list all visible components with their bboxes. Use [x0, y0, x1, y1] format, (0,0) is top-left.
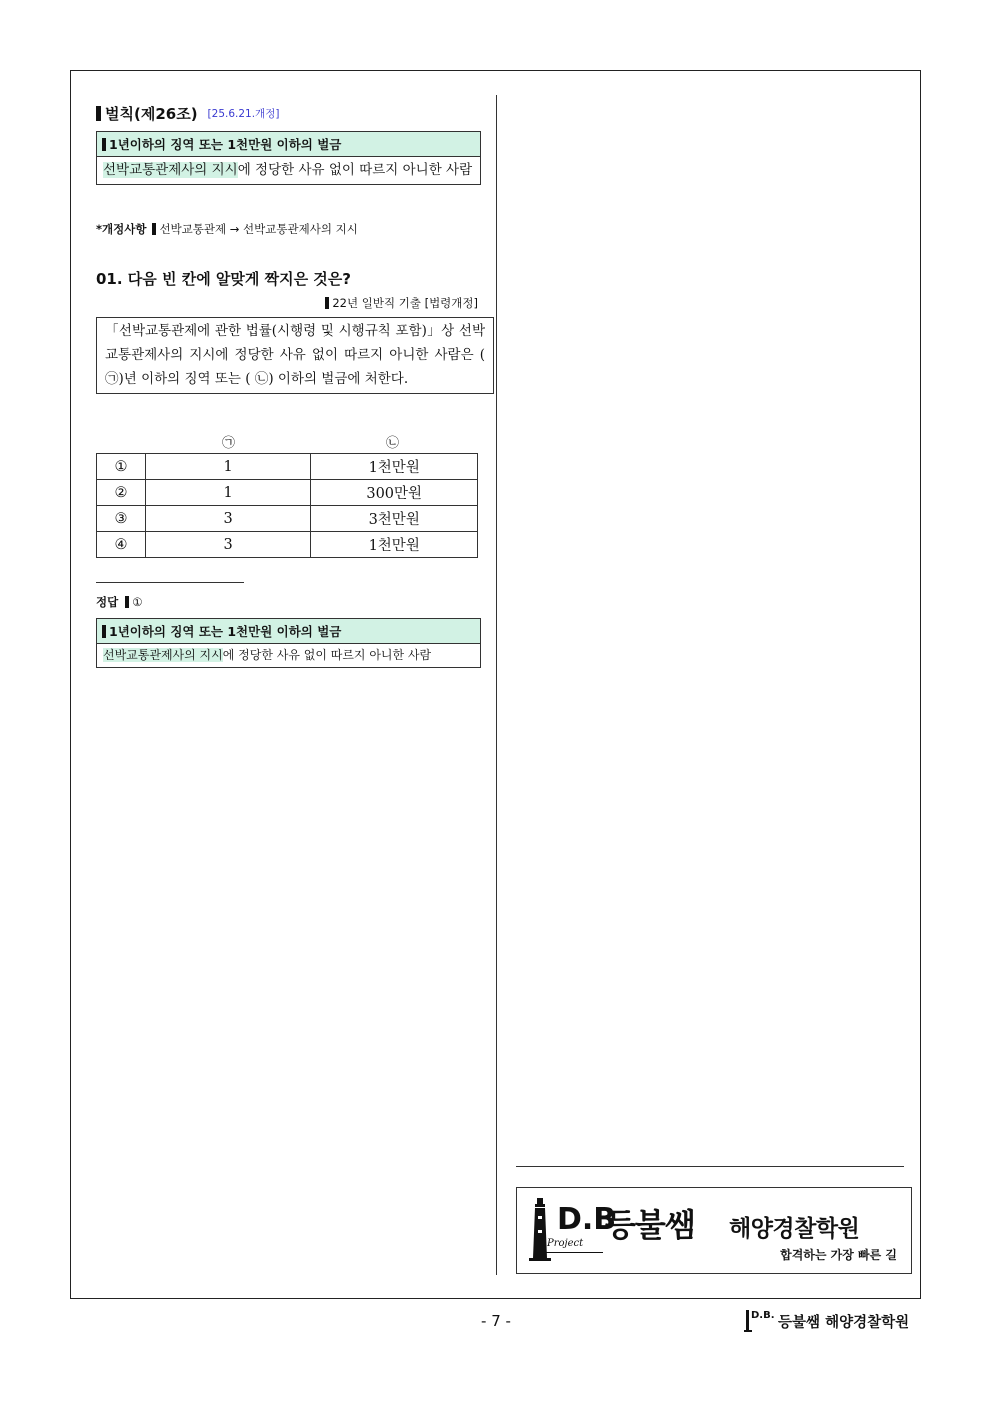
choice-b: 1천만원 — [311, 454, 478, 480]
section-title — [96, 103, 279, 124]
table-row[interactable] — [97, 454, 478, 480]
bullet-bar — [102, 625, 106, 638]
choice-a: 1 — [145, 480, 311, 506]
answer-value: ① — [132, 595, 143, 609]
footer-logo — [744, 1310, 909, 1332]
footer-brand: 등불쌤 해양경찰학원 — [778, 1314, 910, 1331]
logo-academy: 해양경찰학원 — [729, 1216, 860, 1242]
revision-note — [96, 221, 358, 237]
table-row[interactable] — [97, 506, 478, 532]
answer-label: 정답 — [96, 595, 119, 609]
highlight-text: 선박교통관제사의 지시 — [103, 648, 223, 662]
academy-logo — [516, 1187, 912, 1274]
logo-underline — [545, 1252, 603, 1253]
question-source — [325, 295, 478, 311]
choice-number: ④ — [97, 532, 146, 558]
body-text: 에 정당한 사유 없이 따르지 아니한 사람 — [237, 162, 473, 178]
choice-a: 1 — [145, 454, 311, 480]
revision-note-label: *개정사항 — [96, 222, 147, 236]
answer-line — [96, 594, 143, 610]
bullet-bar — [152, 223, 156, 235]
choices-table — [96, 453, 478, 558]
question-source-text: 22년 일반직 기출 [법령개정] — [332, 296, 478, 310]
logo-db: D.B — [557, 1202, 617, 1237]
answer-box-body — [97, 644, 480, 667]
footer-mark: D.B. — [751, 1310, 775, 1321]
answer-separator — [96, 582, 244, 583]
question-passage: 「선박교통관제에 관한 법률(시행령 및 시행규칙 포함)」상 선박교통관제사의 지시에 정당한 사유 없이 따르지 아니한 사람은 ( ㉠)년 이하의 징역 또는 ( ㉡) 이하의 벌금에 처한다. — [96, 317, 494, 394]
answer-header-text: 1년이하의 징역 또는 1천만원 이하의 벌금 — [109, 624, 342, 639]
body-text: 에 정당한 사유 없이 따르지 아니한 사람 — [222, 648, 432, 662]
penalty-box-body — [97, 157, 480, 184]
choice-b: 3천만원 — [311, 506, 478, 532]
column-divider — [496, 95, 497, 1275]
bullet-bar — [325, 297, 329, 309]
logo-slogan: 합격하는 가장 빠른 길 — [780, 1248, 897, 1262]
choice-a: 3 — [145, 532, 311, 558]
penalty-box — [96, 131, 481, 185]
table-row[interactable] — [97, 480, 478, 506]
page-number: - 7 - — [481, 1312, 511, 1330]
choice-b: 300만원 — [311, 480, 478, 506]
penalty-box-header — [97, 132, 480, 157]
logo-project: Project — [547, 1238, 584, 1249]
column-header-a: ㉠ — [222, 436, 236, 451]
bullet-bar — [102, 138, 106, 151]
choice-number: ③ — [97, 506, 146, 532]
bullet-bar — [125, 596, 129, 608]
logo-brand: 등불쌤 — [605, 1206, 695, 1244]
footer-lighthouse-icon — [744, 1310, 775, 1332]
section-title-text: 벌칙(제26조) — [105, 105, 198, 123]
table-row[interactable] — [97, 532, 478, 558]
choice-a: 3 — [145, 506, 311, 532]
choice-number: ① — [97, 454, 146, 480]
logo-separator — [516, 1166, 904, 1167]
column-header-b: ㉡ — [386, 436, 400, 451]
choice-b: 1천만원 — [311, 532, 478, 558]
question-title: 01. 다음 빈 칸에 알맞게 짝지은 것은? — [96, 270, 351, 288]
answer-box — [96, 618, 481, 668]
choice-number: ② — [97, 480, 146, 506]
penalty-header-text: 1년이하의 징역 또는 1천만원 이하의 벌금 — [109, 137, 342, 152]
bullet-bar — [96, 106, 101, 121]
highlight-text: 선박교통관제사의 지시 — [103, 162, 238, 178]
answer-box-header — [97, 619, 480, 644]
revision-date: [25.6.21.개정] — [207, 108, 280, 120]
revision-note-text: 선박교통관제 → 선박교통관제사의 지시 — [159, 222, 358, 236]
